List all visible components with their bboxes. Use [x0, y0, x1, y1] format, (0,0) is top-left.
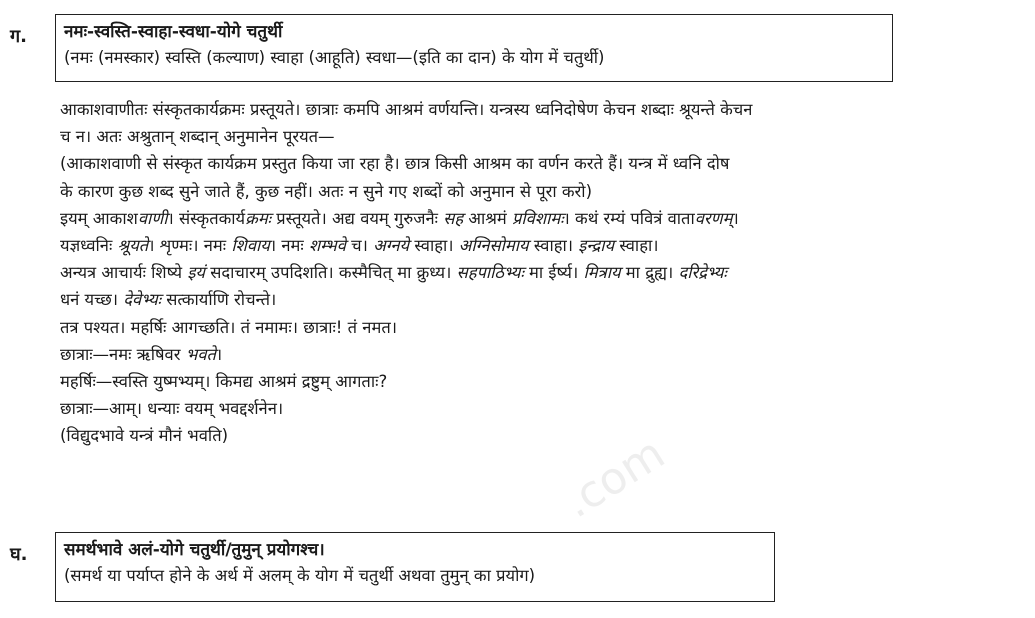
body-text	[60, 96, 1020, 450]
rule-title-ga: नमः-स्वस्ति-स्वाहा-स्वधा-योगे चतुर्थी	[64, 22, 283, 42]
watermark-text: .com	[555, 427, 674, 529]
text-span: सत्कार्याणि रोचन्ते।	[160, 290, 277, 310]
text-line: आकाशवाणीतः संस्कृतकार्यक्रमः प्रस्तूयते। छात्राः कमपि आश्रमं वर्णयन्ति। यन्त्रस्य ध्वनिदोषेण केचन शब्दाः श्रूयन्ते केचन	[60, 100, 753, 119]
text-line: (विद्युदभावे यन्त्रं मौनं भवति)	[60, 426, 229, 446]
rule-subtitle-ga: (नमः (नमस्कार) स्वस्ति (कल्याण) स्वाहा (आहूति) स्वधा—(इति का दान) के योग में चतुर्थी)	[64, 48, 605, 67]
rule-box-ga	[55, 14, 893, 82]
filled-word: वरणम्	[694, 208, 733, 228]
filled-word: देवेभ्यः	[123, 290, 161, 310]
text-span: । संस्कृतकार्य	[167, 208, 246, 228]
text-span: ।	[732, 208, 739, 228]
text-line: के कारण कुछ शब्द सुने जाते हैं, कुछ नहीं। अतः न सुने गए शब्दों को अनुमान से पूरा करो)	[60, 181, 593, 201]
filled-word: श्रूयते	[117, 236, 149, 256]
text-span: ।	[215, 344, 223, 364]
filled-word: मित्राय	[583, 263, 621, 283]
text-span: । शृण्मः। नमः	[148, 236, 232, 256]
section-letter-ga: ग.	[10, 26, 27, 47]
filled-word: सह	[443, 208, 464, 228]
text-span: धनं यच्छ।	[60, 290, 124, 310]
text-span: स्वाहा।	[409, 236, 459, 256]
filled-word: शम्भवे	[308, 236, 346, 256]
text-span: स्वाहा।	[614, 236, 659, 256]
filled-word: भवते	[185, 344, 216, 364]
filled-word: इन्द्राय	[578, 236, 615, 256]
text-span: अन्यत्र आचार्यः शिष्ये	[60, 263, 188, 283]
filled-word: क्रमः	[245, 208, 272, 228]
text-line	[60, 205, 1020, 232]
filled-word: सहपाठिभ्यः	[456, 263, 524, 283]
text-span: सदाचारम् उपदिशति। कस्मैचित् मा क्रुध्य।	[205, 263, 457, 283]
rule-box-gha	[55, 532, 775, 602]
text-span: । नमः	[269, 236, 309, 256]
filled-word: अग्निसोमाय	[458, 236, 529, 256]
text-span: आश्रमं	[463, 208, 513, 228]
section-letter-gha: घ.	[10, 544, 28, 565]
text-span: छात्राः—नमः ऋषिवर	[60, 344, 186, 364]
text-line	[60, 286, 1020, 313]
filled-word: प्रविशामः	[512, 208, 564, 228]
text-line: छात्राः—आम्। धन्याः वयम् भवद्दर्शनेन।	[60, 399, 284, 419]
text-span: प्रस्तूयते। अद्य वयम् गुरुजनैः	[271, 208, 444, 228]
rule-subtitle-gha: (समर्थ या पर्याप्त होने के अर्थ में अलम् के योग में चतुर्थी अथवा तुमुन् का प्रयोग)	[64, 566, 536, 585]
filled-word: वाणी	[137, 208, 168, 228]
text-span: इयम् आकाश	[60, 208, 138, 228]
filled-word: दरिद्रेभ्यः	[678, 263, 727, 283]
text-line: (आकाशवाणी से संस्कृत कार्यक्रम प्रस्तुत किया जा रहा है। छात्र किसी आश्रम का वर्णन करते हैं। यन्त्र में ध्वनि दोष	[60, 154, 730, 174]
text-line: च न। अतः अश्रुतान् शब्दान् अनुमानेन पूरयत—	[60, 127, 335, 147]
text-line: तत्र पश्यत। महर्षिः आगच्छति। तं नमामः। छात्राः! तं नमत।	[60, 317, 397, 337]
text-span: च।	[345, 236, 374, 256]
text-span: स्वाहा।	[528, 236, 579, 256]
text-span: मा द्रुह्य।	[620, 263, 679, 283]
text-span: मा ईर्ष्य।	[523, 263, 584, 283]
rule-title-gha: समर्थभावे अलं-योगे चतुर्थी/तुमुन् प्रयोगश्च।	[64, 540, 325, 560]
text-span: । कथं रम्यं पवित्रं वाता	[563, 208, 695, 228]
text-span: यज्ञध्वनिः	[60, 236, 118, 256]
text-line	[60, 341, 1020, 368]
filled-word: इयं	[187, 263, 205, 283]
text-line: महर्षिः—स्वस्ति युष्मभ्यम्। किमद्य आश्रमं द्रष्टुम् आगताः?	[60, 372, 388, 392]
text-line	[60, 259, 1020, 286]
text-line	[60, 232, 1020, 259]
filled-word: अग्नये	[373, 236, 410, 256]
filled-word: शिवाय	[231, 236, 270, 256]
